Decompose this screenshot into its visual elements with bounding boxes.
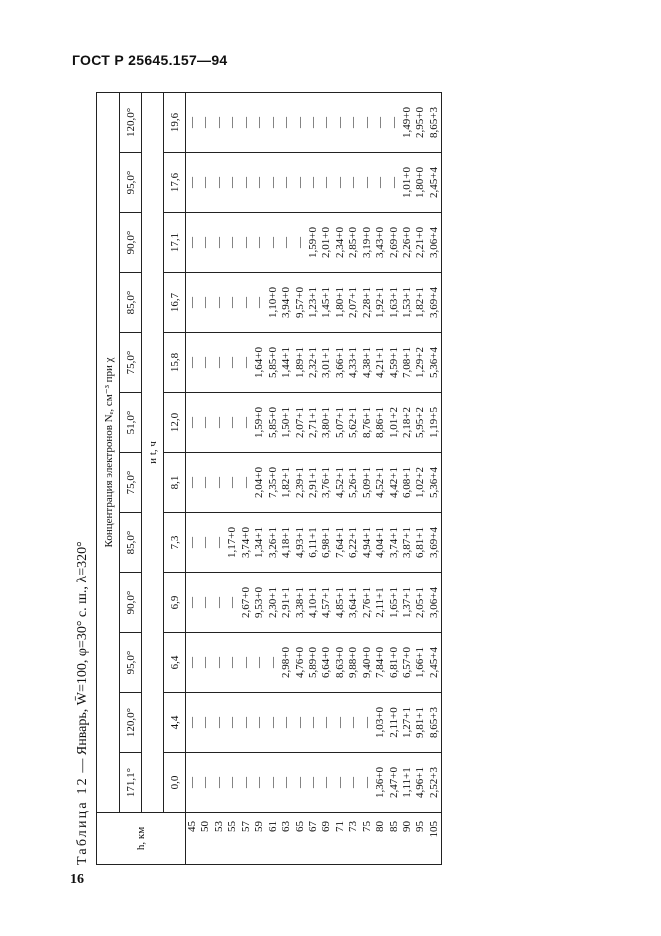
table-cell: 2,28+1 [360, 287, 373, 318]
table-cell: — [387, 116, 400, 128]
height-value: 55 [226, 821, 239, 832]
time-header-11: 19,6 [164, 92, 186, 152]
table-cell: — [239, 417, 252, 428]
table-cell: — [253, 777, 266, 788]
table-cell: 4,96+1 [414, 767, 427, 798]
table-cell: 9,88+0 [347, 647, 360, 678]
time-header-6: 12,0 [164, 393, 186, 453]
table-cell: 3,64+1 [347, 587, 360, 618]
height-value: 75 [360, 821, 373, 832]
table-cell: — [186, 597, 198, 608]
height-value: 95 [414, 821, 427, 832]
table-title [70, 93, 96, 865]
chi-header-9: 90,0° [120, 213, 142, 273]
table-cell: 1,37+1 [401, 587, 413, 618]
table-cell: — [347, 177, 360, 188]
table-cell: — [266, 177, 279, 188]
table-cell: — [306, 717, 319, 728]
table-cell: — [226, 177, 239, 188]
table-cell: — [199, 297, 212, 308]
table-cell: 4,94+1 [360, 527, 373, 558]
table-cell: 1,23+1 [306, 287, 319, 318]
table-cell: 3,87+1 [401, 527, 413, 558]
table-cell: 1,11+1 [401, 767, 413, 798]
table-cell: — [212, 237, 225, 248]
table-cell: 2,11+0 [387, 707, 400, 738]
table-cell: 2,45+4 [427, 167, 440, 198]
table-cell: — [212, 657, 225, 668]
time-header-1: 4,4 [164, 693, 186, 753]
table-cell: — [280, 777, 293, 788]
time-header-8: 16,7 [164, 273, 186, 333]
time-header: и t, ч [142, 92, 164, 812]
table-cell: — [226, 477, 239, 488]
table-cell: 3,76+1 [320, 467, 333, 498]
chi-header-0: 171,1° [120, 753, 142, 813]
table-cell: 2,01+0 [320, 227, 333, 258]
table-cell: 1,10+0 [266, 287, 279, 318]
chi-header-10: 95,0° [120, 153, 142, 213]
table-cell: 3,66+1 [333, 347, 346, 378]
table-cell: 3,69+4 [427, 287, 440, 318]
table-cell: — [306, 777, 319, 788]
table-cell: 2,39+1 [293, 467, 306, 498]
table-cell: 4,85+1 [333, 587, 346, 618]
table-cell: — [280, 717, 293, 728]
table-cell: 1,64+0 [253, 347, 266, 378]
table-cell: 2,69+0 [387, 227, 400, 258]
table-cell: 1,01+0 [401, 167, 413, 198]
table-cell: — [374, 116, 387, 128]
table-cell: 3,94+0 [280, 287, 293, 318]
table-cell: 3,19+0 [360, 227, 373, 258]
height-value: 45 [186, 821, 198, 832]
height-value: 57 [239, 821, 252, 832]
value-column-4 [186, 513, 442, 573]
table-cell: 5,85+0 [266, 407, 279, 438]
table-cell: 2,34+0 [333, 227, 346, 258]
table-cell: 3,06+4 [427, 587, 440, 618]
table-cell: 2,32+1 [306, 347, 319, 378]
table-cell: 6,98+1 [320, 527, 333, 558]
table-cell: — [199, 116, 212, 128]
table-cell: 1,34+1 [253, 527, 266, 558]
table-cell: — [320, 116, 333, 128]
height-value: 69 [320, 821, 333, 832]
table-cell: — [293, 717, 306, 728]
table-cell: — [186, 417, 198, 428]
table-cell: 4,76+0 [293, 647, 306, 678]
value-column-8 [186, 273, 442, 333]
table-cell: 2,30+1 [266, 587, 279, 618]
table-cell: 3,80+1 [320, 407, 333, 438]
table-cell: — [199, 777, 212, 788]
table-cell: — [186, 237, 198, 248]
table-cell: — [212, 297, 225, 308]
table-cell: — [226, 597, 239, 608]
value-column-10 [186, 153, 442, 213]
table-cell: — [212, 177, 225, 188]
table-cell: — [293, 177, 306, 188]
table-cell: 7,08+1 [401, 347, 413, 378]
table-cell: 4,42+1 [387, 467, 400, 498]
table-cell: 2,18+2 [401, 407, 413, 438]
table-cell: 1,19+5 [427, 407, 440, 438]
table-cell: — [266, 777, 279, 788]
table-cell: 3,74+0 [239, 527, 252, 558]
table-cell: — [293, 777, 306, 788]
table-cell: 4,33+1 [347, 347, 360, 378]
table-cell: 5,09+1 [360, 467, 373, 498]
table-cell: — [320, 777, 333, 788]
time-header-7: 15,8 [164, 333, 186, 393]
table-cell: — [199, 357, 212, 368]
table-cell: 2,11+1 [374, 587, 387, 618]
table-cell: 5,26+1 [347, 467, 360, 498]
value-column-9 [186, 213, 442, 273]
table-cell: 2,07+1 [293, 407, 306, 438]
table-cell: — [266, 717, 279, 728]
page-number: 16 [70, 872, 84, 887]
height-values-column [186, 813, 442, 865]
table-cell: — [333, 177, 346, 188]
table-cell: 6,11+1 [306, 527, 319, 558]
table-cell: — [186, 717, 198, 728]
table-cell: — [186, 297, 198, 308]
chi-header-7: 75,0° [120, 333, 142, 393]
table-cell: — [212, 417, 225, 428]
table-cell: — [360, 116, 373, 128]
table-cell: — [266, 116, 279, 128]
table-cell: — [212, 357, 225, 368]
height-value: 80 [374, 821, 387, 832]
table-cell: — [306, 177, 319, 188]
table-cell: 4,04+1 [374, 527, 387, 558]
table-cell: 2,26+0 [401, 227, 413, 258]
value-column-1 [186, 693, 442, 753]
table-cell: 1,59+0 [306, 227, 319, 258]
table-cell: — [199, 657, 212, 668]
table-cell: — [239, 357, 252, 368]
time-header-row [164, 92, 186, 864]
table-cell: 1,63+1 [387, 287, 400, 318]
height-value: 50 [199, 821, 212, 832]
table-cell: — [347, 717, 360, 728]
table-cell: — [293, 116, 306, 128]
table-cell: 6,81+0 [387, 647, 400, 678]
table-cell: 5,89+0 [306, 647, 319, 678]
table-cell: — [199, 597, 212, 608]
table-cell: — [226, 417, 239, 428]
table-cell: — [293, 237, 306, 248]
table-cell: — [199, 417, 212, 428]
table-cell: — [212, 777, 225, 788]
table-cell: — [212, 537, 225, 548]
table-cell: 1,82+1 [280, 467, 293, 498]
table-cell: 2,76+1 [360, 587, 373, 618]
table-cell: — [186, 657, 198, 668]
table-cell: — [226, 657, 239, 668]
table-cell: — [253, 177, 266, 188]
table-cell: 3,69+4 [427, 527, 440, 558]
table-cell: 1,92+1 [374, 287, 387, 318]
table-cell: 4,18+1 [280, 527, 293, 558]
table-cell: 4,57+1 [320, 587, 333, 618]
chi-header-8: 85,0° [120, 273, 142, 333]
table-cell: — [226, 116, 239, 128]
document-header: ГОСТ Р 25645.157—94 [72, 52, 228, 68]
height-value: 61 [266, 821, 279, 832]
table-cell: 4,59+1 [387, 347, 400, 378]
chi-header-11: 120,0° [120, 92, 142, 152]
table-cell: 6,81+1 [414, 527, 427, 558]
time-header-5: 8,1 [164, 453, 186, 513]
table-cell: 3,74+1 [387, 527, 400, 558]
table-cell: — [212, 477, 225, 488]
table-cell: — [186, 116, 198, 128]
table-cell: — [226, 777, 239, 788]
chi-header-1: 120,0° [120, 693, 142, 753]
table-cell: 1,01+2 [387, 407, 400, 438]
table-cell: 5,36+4 [427, 467, 440, 498]
electron-concentration-table [96, 92, 442, 865]
table-cell: — [239, 297, 252, 308]
table-cell: 3,38+1 [293, 587, 306, 618]
table-cell: 8,65+3 [427, 106, 440, 138]
table-subtitle: — Январь, W̄=100, φ=30° с. ш., λ=320° [75, 541, 90, 777]
table-cell: 2,98+0 [280, 647, 293, 678]
value-column-2 [186, 633, 442, 693]
table-cell: — [333, 717, 346, 728]
table-cell: 6,64+0 [320, 647, 333, 678]
table-cell: — [186, 357, 198, 368]
table-cell: 1,80+1 [333, 287, 346, 318]
height-value: 67 [306, 821, 319, 832]
table-cell: 4,21+1 [374, 347, 387, 378]
chi-header-2: 95,0° [120, 633, 142, 693]
time-header-9: 17,1 [164, 213, 186, 273]
table-cell: — [226, 237, 239, 248]
height-value: 63 [280, 821, 293, 832]
table-cell: 1,49+0 [401, 106, 413, 138]
table-cell: 1,27+1 [401, 707, 413, 738]
table-cell: 1,80+0 [414, 167, 427, 198]
table-cell: — [239, 177, 252, 188]
table-body-row [186, 92, 442, 864]
height-value: 73 [347, 821, 360, 832]
table-cell: — [347, 777, 360, 788]
table-number: Таблица 12 [75, 776, 90, 865]
table-cell: — [239, 116, 252, 128]
table-cell: 1,17+0 [226, 527, 239, 558]
table-cell: 2,67+0 [239, 587, 252, 618]
table-cell: 2,04+0 [253, 467, 266, 498]
table-cell: — [266, 657, 279, 668]
table-cell: 9,81+1 [414, 707, 427, 738]
time-header-3: 6,9 [164, 573, 186, 633]
table-cell: 3,06+4 [427, 227, 440, 258]
table-cell: 3,43+0 [374, 227, 387, 258]
table-cell: — [360, 177, 373, 188]
table-cell: — [320, 717, 333, 728]
table-cell: 2,21+0 [414, 227, 427, 258]
table-cell: 5,62+1 [347, 407, 360, 438]
table-cell: 2,47+0 [387, 767, 400, 798]
table-cell: — [280, 237, 293, 248]
value-column-11 [186, 92, 442, 152]
time-header-2: 6,4 [164, 633, 186, 693]
value-column-5 [186, 453, 442, 513]
table-cell: — [226, 717, 239, 728]
time-header-0: 0,0 [164, 753, 186, 813]
time-header-10: 17,6 [164, 153, 186, 213]
table-cell: 2,52+3 [427, 767, 440, 798]
table-cell: — [186, 537, 198, 548]
table-cell: 4,52+1 [333, 467, 346, 498]
table-cell: — [320, 177, 333, 188]
table-cell: — [186, 177, 198, 188]
table-cell: 4,93+1 [293, 527, 306, 558]
table-cell: — [226, 357, 239, 368]
table-cell: — [280, 177, 293, 188]
table-cell: 8,86+1 [374, 407, 387, 438]
concentration-header: Концентрация электронов Nₑ, см⁻³ при χ [97, 92, 120, 812]
chi-header-3: 90,0° [120, 573, 142, 633]
table-cell: — [239, 717, 252, 728]
table-cell: — [253, 116, 266, 128]
table-cell: 1,66+1 [414, 647, 427, 678]
table-cell: — [212, 717, 225, 728]
table-cell: 8,63+0 [333, 647, 346, 678]
table-cell: 6,08+1 [401, 467, 413, 498]
table-cell: 1,03+0 [374, 707, 387, 738]
table-cell: 1,65+1 [387, 587, 400, 618]
table-cell: 2,91+1 [306, 467, 319, 498]
table-cell: — [239, 477, 252, 488]
table-cell: — [253, 297, 266, 308]
chi-header-4: 85,0° [120, 513, 142, 573]
table-cell: 2,07+1 [347, 287, 360, 318]
table-cell: — [239, 657, 252, 668]
table-cell: — [239, 237, 252, 248]
table-cell: 1,89+1 [293, 347, 306, 378]
table-cell: 1,45+1 [320, 287, 333, 318]
table-cell: — [280, 116, 293, 128]
value-column-3 [186, 573, 442, 633]
table-cell: — [360, 777, 373, 788]
table-cell: — [347, 116, 360, 128]
table-cell: — [333, 116, 346, 128]
table-cell: 2,71+1 [306, 407, 319, 438]
table-cell: 5,95+2 [414, 407, 427, 438]
table-cell: 1,36+0 [374, 767, 387, 798]
table-cell: 1,44+1 [280, 347, 293, 378]
table-cell: 1,59+0 [253, 407, 266, 438]
table-cell: 4,52+1 [374, 467, 387, 498]
table-cell: — [239, 777, 252, 788]
table-cell: 5,07+1 [333, 407, 346, 438]
table-cell: 5,85+0 [266, 347, 279, 378]
height-value: 85 [387, 821, 400, 832]
table-cell: — [212, 597, 225, 608]
table-cell: 8,76+1 [360, 407, 373, 438]
table-cell: 2,85+0 [347, 227, 360, 258]
table-cell: — [387, 177, 400, 188]
table-cell: — [226, 297, 239, 308]
table-cell: 1,82+1 [414, 287, 427, 318]
height-value: 65 [293, 821, 306, 832]
table-cell: — [333, 777, 346, 788]
table-block [70, 93, 610, 865]
table-cell: — [199, 537, 212, 548]
value-column-6 [186, 393, 442, 453]
table-cell: 1,02+2 [414, 467, 427, 498]
table-cell: 4,38+1 [360, 347, 373, 378]
table-cell: 2,91+1 [280, 587, 293, 618]
table-cell: — [253, 657, 266, 668]
time-header-4: 7,3 [164, 513, 186, 573]
table-cell: — [186, 477, 198, 488]
table-cell: — [199, 717, 212, 728]
table-cell: 9,40+0 [360, 647, 373, 678]
table-cell: 2,95+0 [414, 106, 427, 138]
rotated-table-content [70, 93, 610, 865]
height-column-header: h, км [97, 813, 186, 865]
chi-header-5: 75,0° [120, 453, 142, 513]
table-cell: 6,57+0 [401, 647, 413, 678]
table-cell: — [212, 116, 225, 128]
table-cell: 5,36+4 [427, 347, 440, 378]
table-cell: — [199, 237, 212, 248]
table-cell: 1,50+1 [280, 407, 293, 438]
table-cell: — [186, 777, 198, 788]
table-cell: 1,29+2 [414, 347, 427, 378]
table-cell: 3,26+1 [266, 527, 279, 558]
table-cell: 4,10+1 [306, 587, 319, 618]
table-cell: — [266, 237, 279, 248]
table-cell: 7,35+0 [266, 467, 279, 498]
table-cell: — [306, 116, 319, 128]
table-cell: — [199, 177, 212, 188]
table-cell: 1,53+1 [401, 287, 413, 318]
height-value: 105 [427, 821, 440, 838]
height-value: 90 [401, 821, 413, 832]
table-cell: 2,05+1 [414, 587, 427, 618]
table-cell: 2,45+4 [427, 647, 440, 678]
value-column-0 [186, 753, 442, 813]
height-value: 53 [212, 821, 225, 832]
height-value: 71 [333, 821, 346, 832]
chi-header-row [120, 92, 142, 864]
table-cell: 9,57+0 [293, 287, 306, 318]
table-cell: — [199, 477, 212, 488]
table-cell: 3,01+1 [320, 347, 333, 378]
height-value: 59 [253, 821, 266, 832]
chi-header-6: 51,0° [120, 393, 142, 453]
table-cell: — [360, 717, 373, 728]
table-cell: 7,84+0 [374, 647, 387, 678]
table-cell: — [374, 177, 387, 188]
table-cell: 6,22+1 [347, 527, 360, 558]
value-column-7 [186, 333, 442, 393]
table-cell: 7,64+1 [333, 527, 346, 558]
table-cell: 8,65+3 [427, 707, 440, 738]
table-cell: — [253, 717, 266, 728]
table-cell: 9,53+0 [253, 587, 266, 618]
table-cell: — [253, 237, 266, 248]
